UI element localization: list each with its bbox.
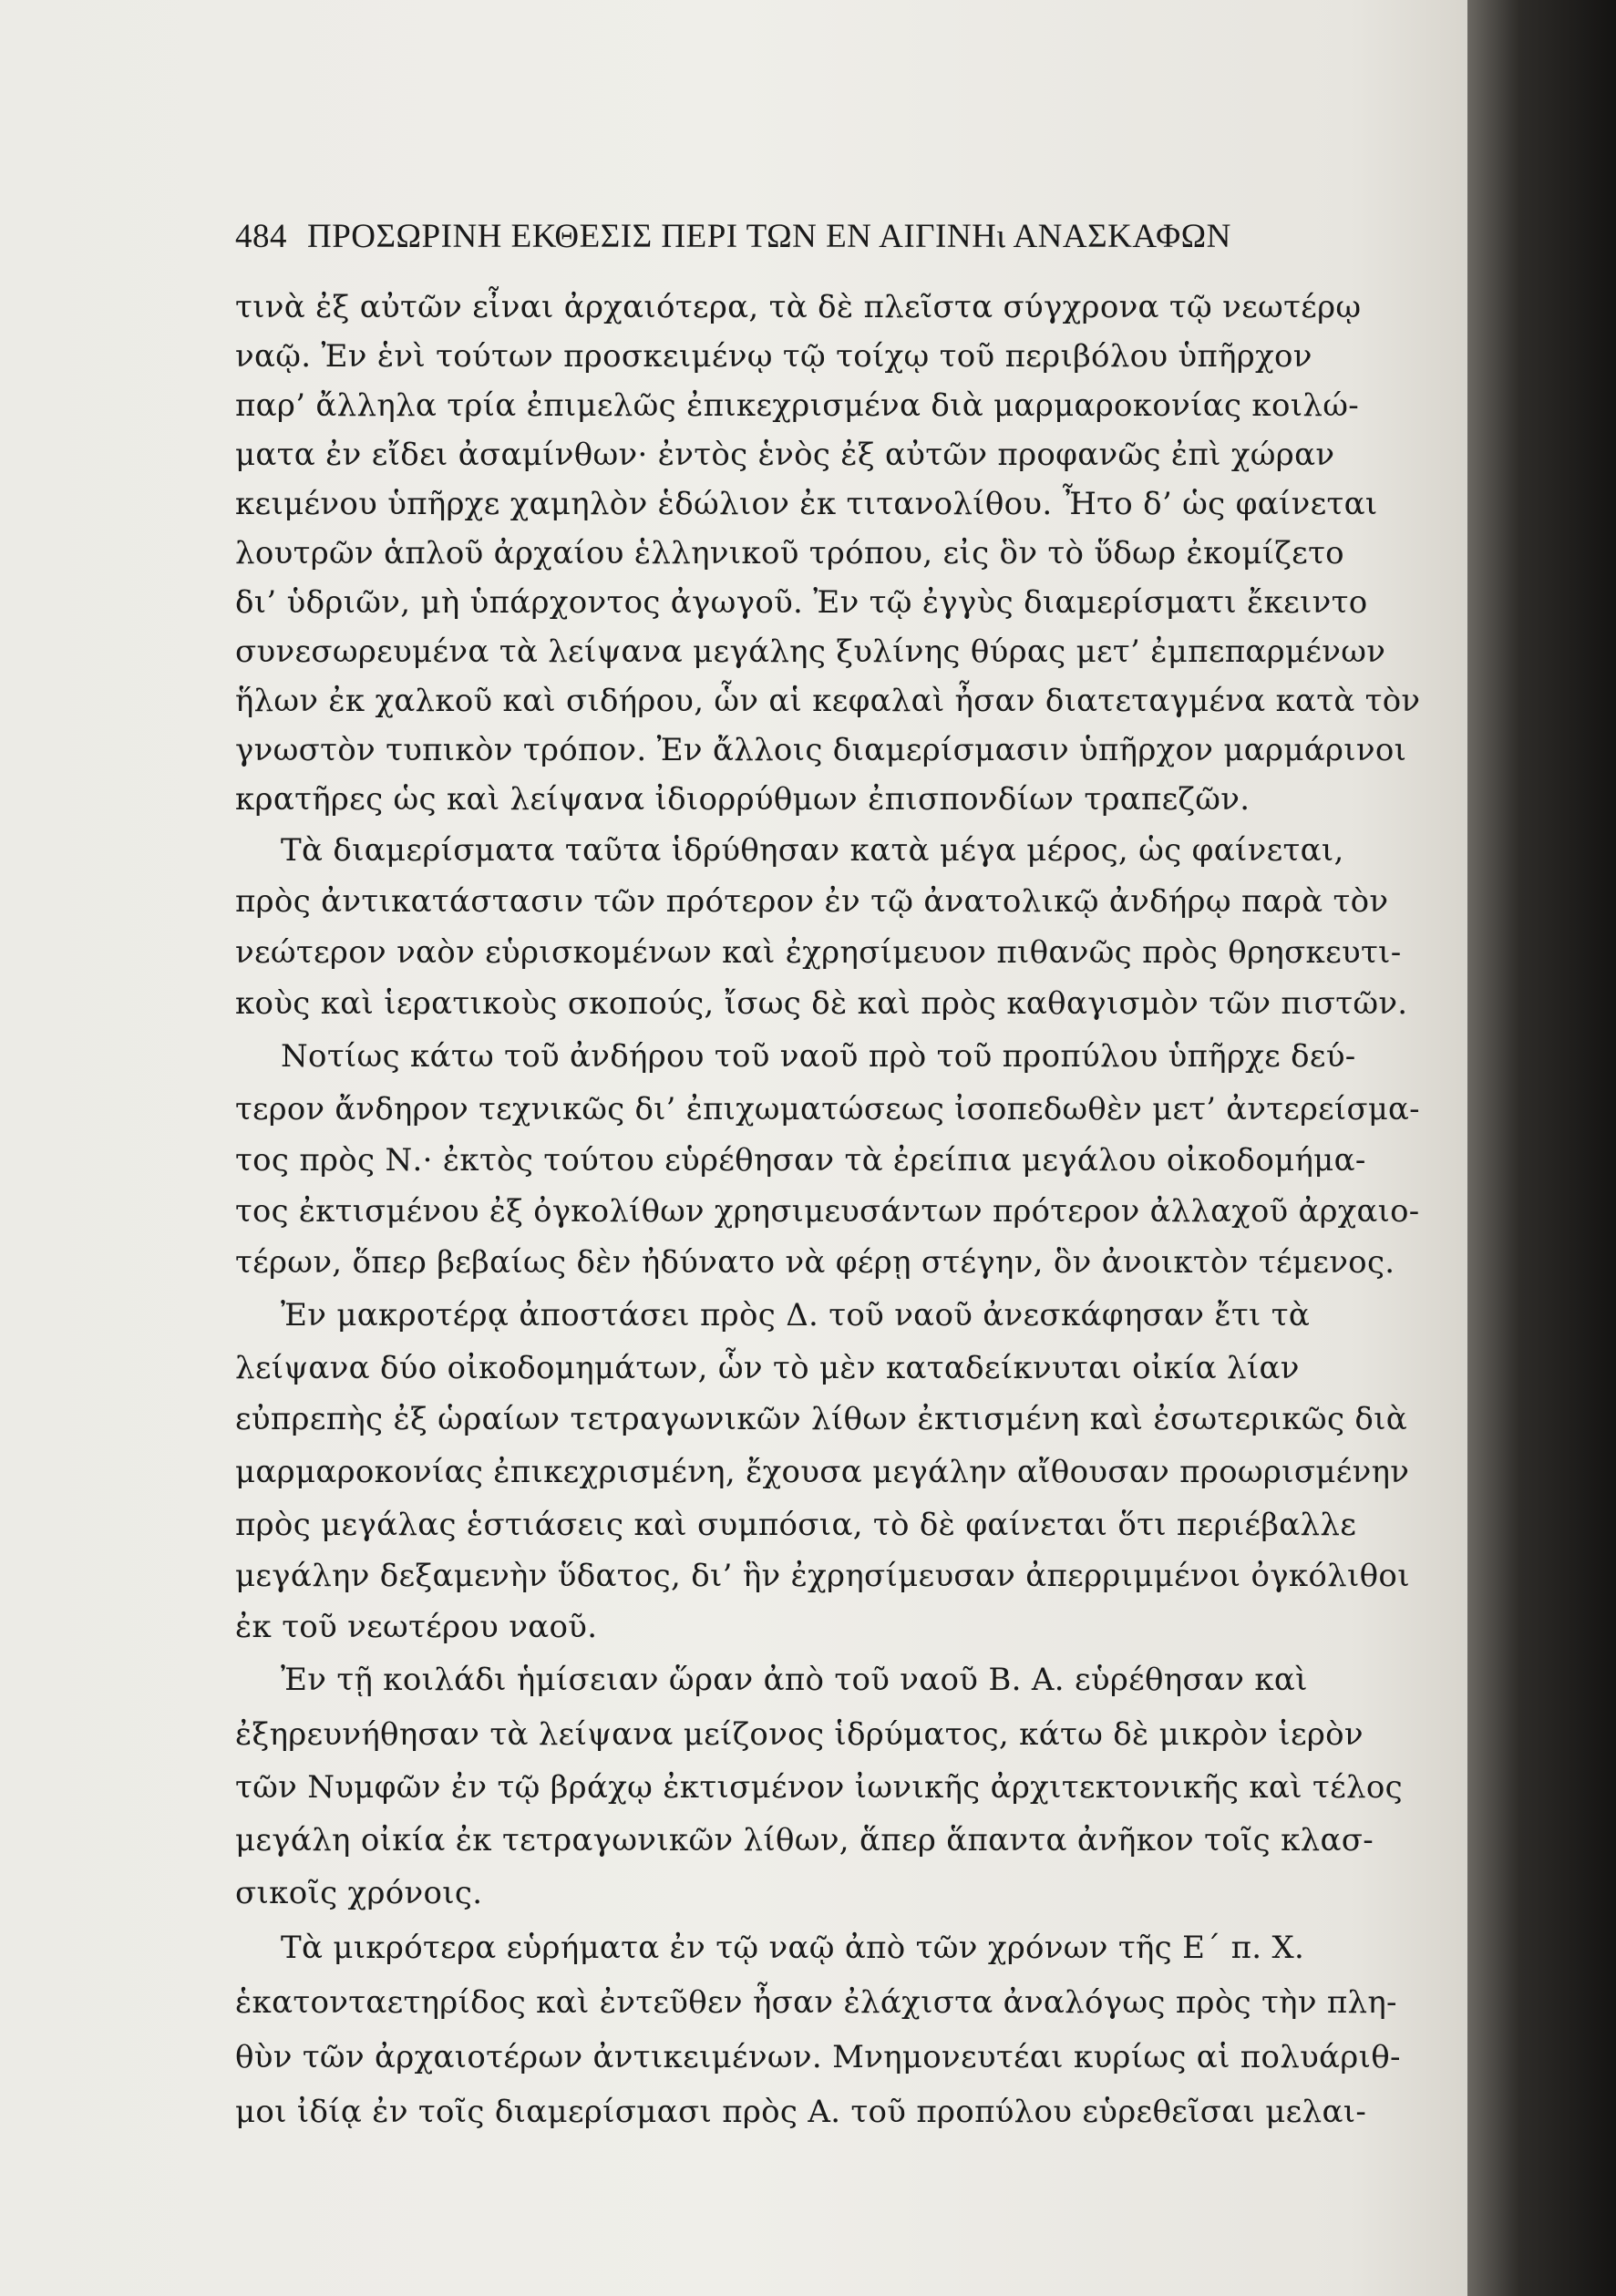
text-line: εὐπρεπὴς ἐξ ὡραίων τετραγωνικῶν λίθων ἐκτισμένη καὶ ἐσωτερικῶς διὰ bbox=[235, 1401, 1408, 1437]
text-line: μεγάλη οἰκία ἐκ τετραγωνικῶν λίθων, ἅπερ ἅπαντα ἀνῆκον τοῖς κλασ- bbox=[235, 1822, 1374, 1858]
text-line: δι’ ὑδριῶν, μὴ ὑπάρχοντος ἀγωγοῦ. Ἐν τῷ ἐγγὺς διαμερίσματι ἔκειντο bbox=[235, 584, 1368, 621]
text-line: μεγάλην δεξαμενὴν ὕδατος, δι’ ἣν ἐχρησίμευσαν ἀπερριμμένοι ὀγκόλιθοι bbox=[235, 1558, 1410, 1594]
text-line: λουτρῶν ἁπλοῦ ἀρχαίου ἑλληνικοῦ τρόπου, εἰς ὃν τὸ ὕδωρ ἐκομίζετο bbox=[235, 535, 1344, 571]
text-line: συνεσωρευμένα τὰ λείψανα μεγάλης ξυλίνης θύρας μετ’ ἐμπεπαρμένων bbox=[235, 633, 1386, 670]
text-line: μαρμαροκονίας ἐπικεχρισμένη, ἔχουσα μεγάλην αἴθουσαν προωρισμένην bbox=[235, 1454, 1410, 1490]
text-line: σικοῖς χρόνοις. bbox=[235, 1875, 483, 1911]
text-line: πρὸς μεγάλας ἑστιάσεις καὶ συμπόσια, τὸ δὲ φαίνεται ὅτι περιέβαλλε bbox=[235, 1507, 1357, 1543]
text-line: τινὰ ἐξ αὐτῶν εἶναι ἀρχαιότερα, τὰ δὲ πλεῖστα σύγχρονα τῷ νεωτέρῳ bbox=[235, 289, 1362, 325]
text-line: τος πρὸς Ν.· ἐκτὸς τούτου εὑρέθησαν τὰ ἐρείπια μεγάλου οἰκοδομήμα- bbox=[235, 1142, 1366, 1179]
text-line: Ἐν τῇ κοιλάδι ἡμίσειαν ὥραν ἀπὸ τοῦ ναοῦ Β. Α. εὑρέθησαν καὶ bbox=[281, 1662, 1308, 1698]
text-line: Νοτίως κάτω τοῦ ἀνδήρου τοῦ ναοῦ πρὸ τοῦ προπύλου ὑπῆρχε δεύ- bbox=[281, 1038, 1356, 1075]
text-line: τος ἐκτισμένου ἐξ ὀγκολίθων χρησιμευσάντων πρότερον ἀλλαχοῦ ἀρχαιο- bbox=[235, 1193, 1420, 1230]
text-line: τῶν Νυμφῶν ἐν τῷ βράχῳ ἐκτισμένον ἰωνικῆς ἀρχιτεκτονικῆς καὶ τέλος bbox=[235, 1769, 1403, 1806]
book-spine-shadow bbox=[1467, 0, 1616, 2296]
text-line: Ἐν μακροτέρᾳ ἀποστάσει πρὸς Δ. τοῦ ναοῦ ἀνεσκάφησαν ἔτι τὰ bbox=[281, 1297, 1311, 1333]
text-line: ναῷ. Ἐν ἑνὶ τούτων προσκειμένῳ τῷ τοίχῳ τοῦ περιβόλου ὑπῆρχον bbox=[235, 338, 1312, 375]
text-line: κειμένου ὑπῆρχε χαμηλὸν ἑδώλιον ἐκ τιτανολίθου. Ἦτο δ’ ὡς φαίνεται bbox=[235, 486, 1378, 522]
text-line: κρατῆρες ὡς καὶ λείψανα ἰδιορρύθμων ἐπισπονδίων τραπεζῶν. bbox=[235, 781, 1251, 818]
text-line: κοὺς καὶ ἱερατικοὺς σκοπούς, ἴσως δὲ καὶ πρὸς καθαγισμὸν τῶν πιστῶν. bbox=[235, 985, 1408, 1022]
text-line: παρ’ ἄλληλα τρία ἐπιμελῶς ἐπικεχρισμένα διὰ μαρμαροκονίας κοιλώ- bbox=[235, 387, 1360, 424]
text-line: μοι ἰδίᾳ ἐν τοῖς διαμερίσμασι πρὸς Α. τοῦ προπύλου εὑρεθεῖσαι μελαι- bbox=[235, 2094, 1367, 2130]
text-line: ἑκατονταετηρίδος καὶ ἐντεῦθεν ἦσαν ἐλάχιστα ἀναλόγως πρὸς τὴν πλη- bbox=[235, 1984, 1397, 2021]
running-title: ΠΡΟΣΩΡΙΝΗ ΕΚΘΕΣΙΣ ΠΕΡΙ ΤΩΝ ΕΝ ΑΙΓΙΝΗι ΑΝΑΣΚΑΦΩΝ bbox=[307, 218, 1231, 255]
text-line: Τὰ μικρότερα εὑρήματα ἐν τῷ ναῷ ἀπὸ τῶν χρόνων τῆς Ε΄ π. Χ. bbox=[281, 1930, 1305, 1966]
running-header bbox=[235, 217, 1311, 263]
text-line: ἥλων ἐκ χαλκοῦ καὶ σιδήρου, ὧν αἱ κεφαλαὶ ἦσαν διατεταγμένα κατὰ τὸν bbox=[235, 683, 1421, 719]
page-number: 484 bbox=[235, 218, 287, 255]
text-line: ἐξηρευνήθησαν τὰ λείψανα μείζονος ἱδρύματος, κάτω δὲ μικρὸν ἱερὸν bbox=[235, 1716, 1364, 1753]
text-line: ἐκ τοῦ νεωτέρου ναοῦ. bbox=[235, 1609, 598, 1645]
text-line: θὺν τῶν ἀρχαιοτέρων ἀντικειμένων. Μνημονευτέαι κυρίως αἱ πολυάριθ- bbox=[235, 2039, 1401, 2075]
text-line: τερον ἄνδηρον τεχνικῶς δι’ ἐπιχωματώσεως ἰσοπεδωθὲν μετ’ ἀντερείσμα- bbox=[235, 1091, 1420, 1127]
text-line: λείψανα δύο οἰκοδομημάτων, ὧν τὸ μὲν καταδείκνυται οἰκία λίαν bbox=[235, 1350, 1300, 1386]
text-line: πρὸς ἀντικατάστασιν τῶν πρότερον ἐν τῷ ἀνατολικῷ ἀνδήρῳ παρὰ τὸν bbox=[235, 883, 1389, 920]
text-line: γνωστὸν τυπικὸν τρόπον. Ἐν ἄλλοις διαμερίσμασιν ὑπῆρχον μαρμάρινοι bbox=[235, 732, 1407, 768]
text-line: τέρων, ὅπερ βεβαίως δὲν ἠδύνατο νὰ φέρῃ στέγην, ὃν ἀνοικτὸν τέμενος. bbox=[235, 1244, 1395, 1281]
text-line: νεώτερον ναὸν εὑρισκομένων καὶ ἐχρησίμευον πιθανῶς πρὸς θρησκευτι- bbox=[235, 934, 1402, 971]
text-line: ματα ἐν εἴδει ἀσαμίνθων· ἐντὸς ἑνὸς ἐξ αὐτῶν προφανῶς ἐπὶ χώραν bbox=[235, 437, 1335, 473]
text-line: Τὰ διαμερίσματα ταῦτα ἱδρύθησαν κατὰ μέγα μέρος, ὡς φαίνεται, bbox=[281, 832, 1344, 869]
